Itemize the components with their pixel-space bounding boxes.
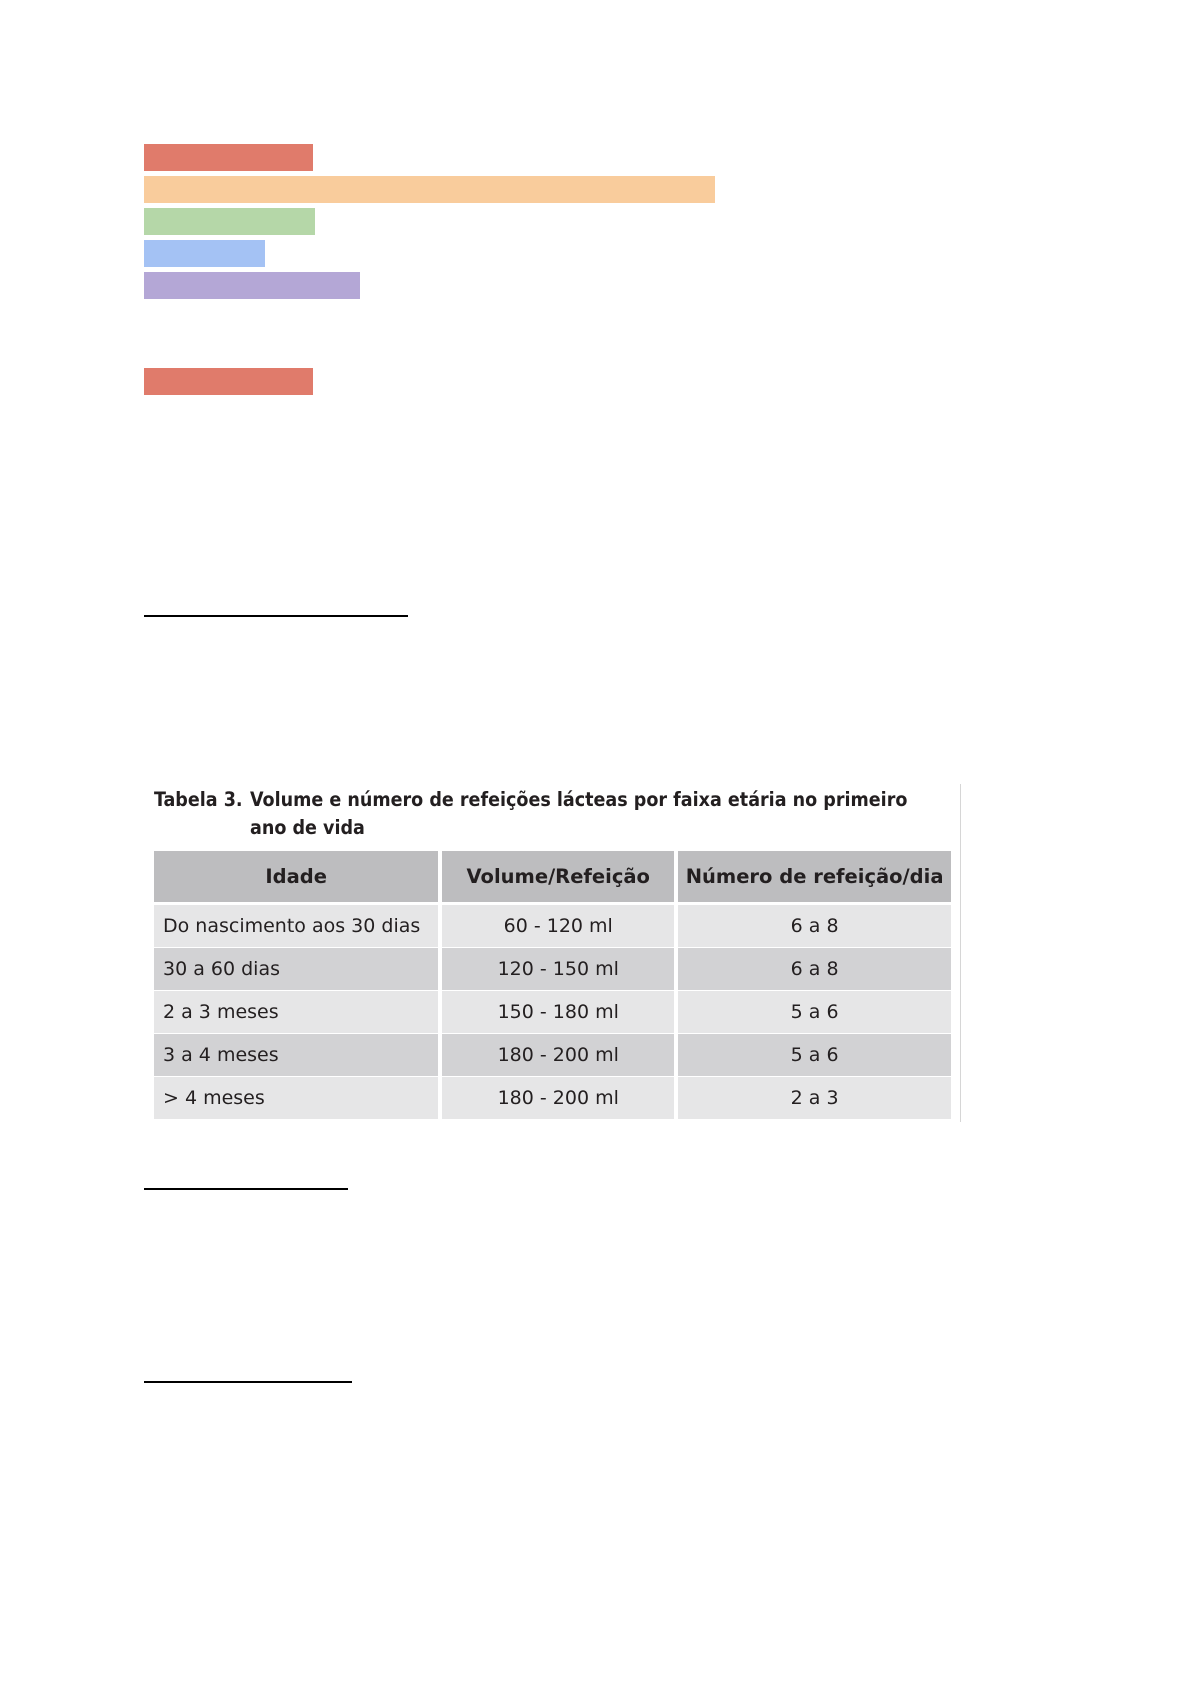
table-row — [154, 1076, 951, 1119]
underline-rule-3 — [144, 1381, 352, 1383]
underline-rule-2 — [144, 1188, 348, 1190]
table-caption-line-2: ano de vida — [250, 816, 365, 839]
cell-volume: 180 - 200 ml — [442, 1033, 674, 1076]
highlight-bar-orange — [144, 176, 715, 203]
cell-idade: 2 a 3 meses — [154, 990, 438, 1033]
header-idade: Idade — [154, 851, 438, 904]
highlight-bar-red — [144, 144, 313, 171]
cell-idade: Do nascimento aos 30 dias — [154, 904, 438, 947]
figure-edge-line — [960, 784, 961, 1122]
cell-refeicoes: 5 a 6 — [678, 1033, 951, 1076]
table-row — [154, 904, 951, 947]
highlight-bar-red-2 — [144, 368, 313, 395]
table-row — [154, 947, 951, 990]
table-caption-label: Tabela 3. — [154, 788, 243, 811]
cell-refeicoes: 2 a 3 — [678, 1076, 951, 1119]
cell-idade: > 4 meses — [154, 1076, 438, 1119]
table-row — [154, 1033, 951, 1076]
cell-refeicoes: 5 a 6 — [678, 990, 951, 1033]
table-header-row — [154, 851, 951, 904]
feeding-volume-table — [150, 851, 955, 1119]
highlight-bar-purple — [144, 272, 360, 299]
table-caption — [154, 786, 944, 842]
cell-volume: 150 - 180 ml — [442, 990, 674, 1033]
highlight-bar-blue — [144, 240, 265, 267]
header-numero-refeicao-dia: Número de refeição/dia — [678, 851, 951, 904]
header-volume-refeicao: Volume/Refeição — [442, 851, 674, 904]
cell-volume: 60 - 120 ml — [442, 904, 674, 947]
cell-volume: 180 - 200 ml — [442, 1076, 674, 1119]
table-caption-line-1: Volume e número de refeições lácteas por faixa etária no primeiro — [250, 788, 908, 811]
highlight-bar-green — [144, 208, 315, 235]
table-figure — [144, 780, 961, 1123]
cell-volume: 120 - 150 ml — [442, 947, 674, 990]
cell-refeicoes: 6 a 8 — [678, 904, 951, 947]
cell-idade: 3 a 4 meses — [154, 1033, 438, 1076]
underline-rule-1 — [144, 615, 408, 617]
cell-refeicoes: 6 a 8 — [678, 947, 951, 990]
cell-idade: 30 a 60 dias — [154, 947, 438, 990]
table-row — [154, 990, 951, 1033]
